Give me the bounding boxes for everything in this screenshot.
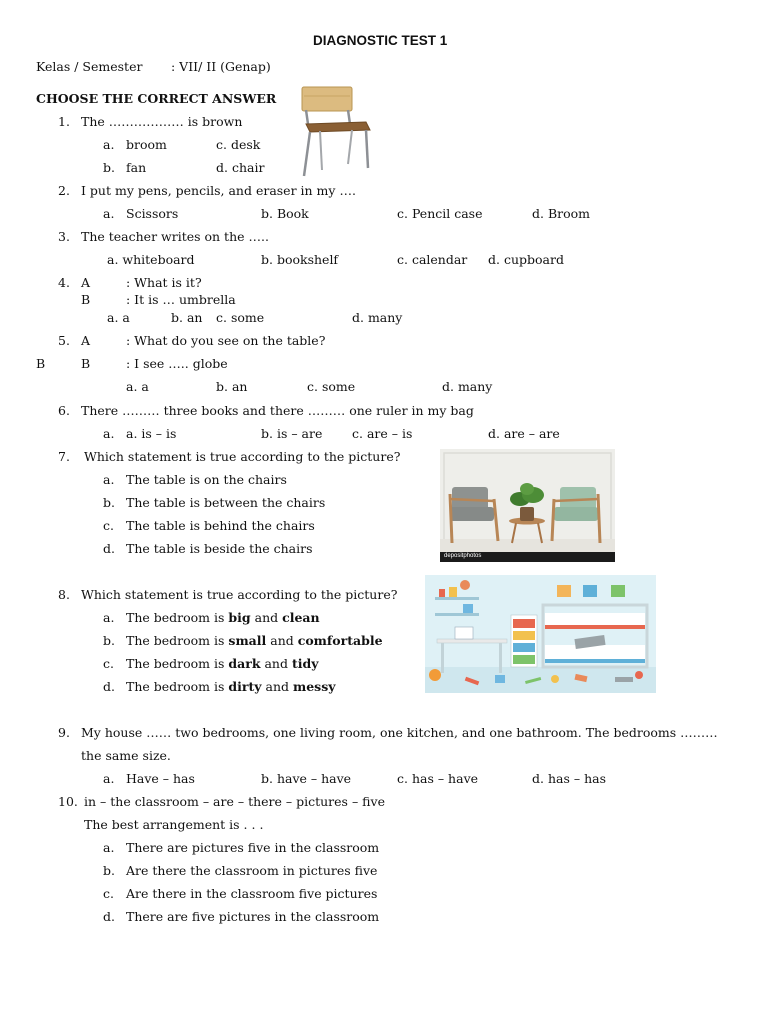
q4-option-b[interactable]: b. an (171, 310, 203, 325)
q10-text: in – the classroom – are – there – pictures – five (84, 794, 385, 809)
q2-option-b[interactable]: b. Book (261, 206, 309, 221)
q5-line-a: : What do you see on the table? (126, 333, 326, 348)
q10-option-d[interactable]: There are five pictures in the classroom (126, 909, 380, 924)
q1-text: The ……………… is brown (81, 114, 243, 129)
q8-option-c-and: and (260, 656, 292, 671)
q10-option-b[interactable]: Are there the classroom in pictures five (126, 863, 378, 878)
q8-option-c-word2: tidy (291, 656, 319, 671)
q8-option-d-word2: messy (292, 679, 336, 694)
q1-option-a[interactable]: broom (126, 137, 167, 152)
q5-margin-mark: B (36, 356, 46, 371)
q8-option-a-letter: a. (103, 610, 115, 625)
q1-number: 1. (58, 114, 70, 129)
q1-option-c[interactable]: c. desk (216, 137, 261, 152)
q8-option-a-prefix: The bedroom is (126, 610, 229, 625)
q8-option-a-word1: big (228, 610, 251, 625)
q8-option-d-and: and (261, 679, 293, 694)
q4-option-c[interactable]: c. some (216, 310, 265, 325)
q10-option-d-letter: d. (103, 909, 115, 924)
q6-option-a[interactable]: a. is – is (126, 426, 177, 441)
q1-option-b-letter: b. (103, 160, 115, 175)
q10-option-b-letter: b. (103, 863, 115, 878)
q2-text: I put my pens, pencils, and eraser in my …. (81, 183, 356, 198)
q4-option-a[interactable]: a. a (107, 310, 130, 325)
q3-option-d[interactable]: d. cupboard (488, 252, 564, 267)
q3-option-c[interactable]: c. calendar (397, 252, 468, 267)
class-semester-value: : VII/ II (Genap) (171, 59, 271, 74)
q6-option-c[interactable]: c. are – is (352, 426, 413, 441)
q3-number: 3. (58, 229, 70, 244)
q7-option-b[interactable]: The table is between the chairs (126, 495, 326, 510)
q7-option-b-letter: b. (103, 495, 115, 510)
q6-text: There ……… three books and there ……… one ruler in my bag (81, 403, 474, 418)
q3-option-b[interactable]: b. bookshelf (261, 252, 339, 267)
q8-option-b-word2: comfortable (297, 633, 383, 648)
q8-option-b-and: and (266, 633, 298, 648)
q7-option-a-letter: a. (103, 472, 115, 487)
q8-number: 8. (58, 587, 70, 602)
q10-option-c[interactable]: Are there in the classroom five pictures (126, 886, 378, 901)
q10-option-a[interactable]: There are pictures five in the classroom (126, 840, 380, 855)
q8-option-b-letter: b. (103, 633, 115, 648)
q9-text: My house …… two bedrooms, one living room, one kitchen, and one bathroom. The bedrooms ……… (81, 725, 718, 740)
q5-speaker-b: B (81, 356, 91, 371)
q3-option-a[interactable]: a. whiteboard (107, 252, 195, 267)
q3-text: The teacher writes on the ….. (81, 229, 269, 244)
chair-picture (296, 84, 372, 178)
q5-option-a[interactable]: a. a (126, 379, 149, 394)
instruction-heading: CHOOSE THE CORRECT ANSWER (36, 91, 277, 106)
q8-option-c-letter: c. (103, 656, 114, 671)
q7-option-c-letter: c. (103, 518, 114, 533)
q7-text: Which statement is true according to the picture? (84, 449, 401, 464)
q6-number: 6. (58, 403, 70, 418)
q9-option-a-letter: a. (103, 771, 115, 786)
q2-option-c[interactable]: c. Pencil case (397, 206, 483, 221)
q10-option-a-letter: a. (103, 840, 115, 855)
q4-line-b: : It is … umbrella (126, 292, 236, 307)
q5-number: 5. (58, 333, 70, 348)
q1-option-a-letter: a. (103, 137, 115, 152)
q8-option-d-prefix: The bedroom is (126, 679, 229, 694)
q4-speaker-b: B (81, 292, 91, 307)
q4-line-a: : What is it? (126, 275, 202, 290)
q8-option-a[interactable] (126, 612, 320, 625)
q2-option-a-letter: a. (103, 206, 115, 221)
q9-number: 9. (58, 725, 70, 740)
q7-number: 7. (58, 449, 70, 464)
q9-text-continued: the same size. (81, 748, 171, 763)
q6-option-d[interactable]: d. are – are (488, 426, 560, 441)
q4-option-d[interactable]: d. many (352, 310, 403, 325)
q2-option-d[interactable]: d. Broom (532, 206, 591, 221)
q9-option-d[interactable]: d. has – has (532, 771, 606, 786)
q8-option-c-prefix: The bedroom is (126, 656, 229, 671)
q1-option-d[interactable]: d. chair (216, 160, 265, 175)
q5-speaker-a: A (81, 333, 91, 348)
q9-option-a[interactable]: Have – has (126, 771, 195, 786)
q6-option-a-letter: a. (103, 426, 115, 441)
q4-number: 4. (58, 275, 70, 290)
q8-option-b-word1: small (228, 633, 267, 648)
q5-option-b[interactable]: b. an (216, 379, 248, 394)
q8-option-d[interactable] (126, 681, 336, 694)
q7-option-c[interactable]: The table is behind the chairs (126, 518, 315, 533)
q6-option-b[interactable]: b. is – are (261, 426, 323, 441)
q5-line-b: : I see ….. globe (126, 356, 228, 371)
q10-option-c-letter: c. (103, 886, 114, 901)
page-title: DIAGNOSTIC TEST 1 (313, 33, 448, 48)
q8-option-b[interactable] (126, 635, 383, 648)
class-semester-label: Kelas / Semester (36, 59, 143, 74)
messy-bedroom-picture (425, 575, 656, 693)
q8-option-c[interactable] (126, 658, 318, 671)
q9-option-b[interactable]: b. have – have (261, 771, 352, 786)
q1-option-b[interactable]: fan (126, 160, 147, 175)
q8-option-c-word1: dark (228, 656, 261, 671)
q8-option-d-letter: d. (103, 679, 115, 694)
q7-option-d[interactable]: The table is beside the chairs (126, 541, 313, 556)
q8-option-a-word2: clean (282, 610, 320, 625)
q9-option-c[interactable]: c. has – have (397, 771, 479, 786)
q2-number: 2. (58, 183, 70, 198)
q8-option-b-prefix: The bedroom is (126, 633, 229, 648)
q7-option-d-letter: d. (103, 541, 115, 556)
q8-option-a-and: and (250, 610, 283, 625)
q10-subtext: The best arrangement is . . . (84, 817, 264, 832)
q2-option-a[interactable]: Scissors (126, 206, 179, 221)
q10-number: 10. (58, 794, 78, 809)
q7-option-a[interactable]: The table is on the chairs (126, 472, 287, 487)
q8-text: Which statement is true according to the picture? (81, 587, 398, 602)
q8-option-d-word1: dirty (228, 679, 262, 694)
q5-option-d[interactable]: d. many (442, 379, 493, 394)
q4-speaker-a: A (81, 275, 91, 290)
chairs-table-picture (440, 449, 615, 562)
picture-watermark: depositphotos (444, 553, 482, 559)
q5-option-c[interactable]: c. some (307, 379, 356, 394)
